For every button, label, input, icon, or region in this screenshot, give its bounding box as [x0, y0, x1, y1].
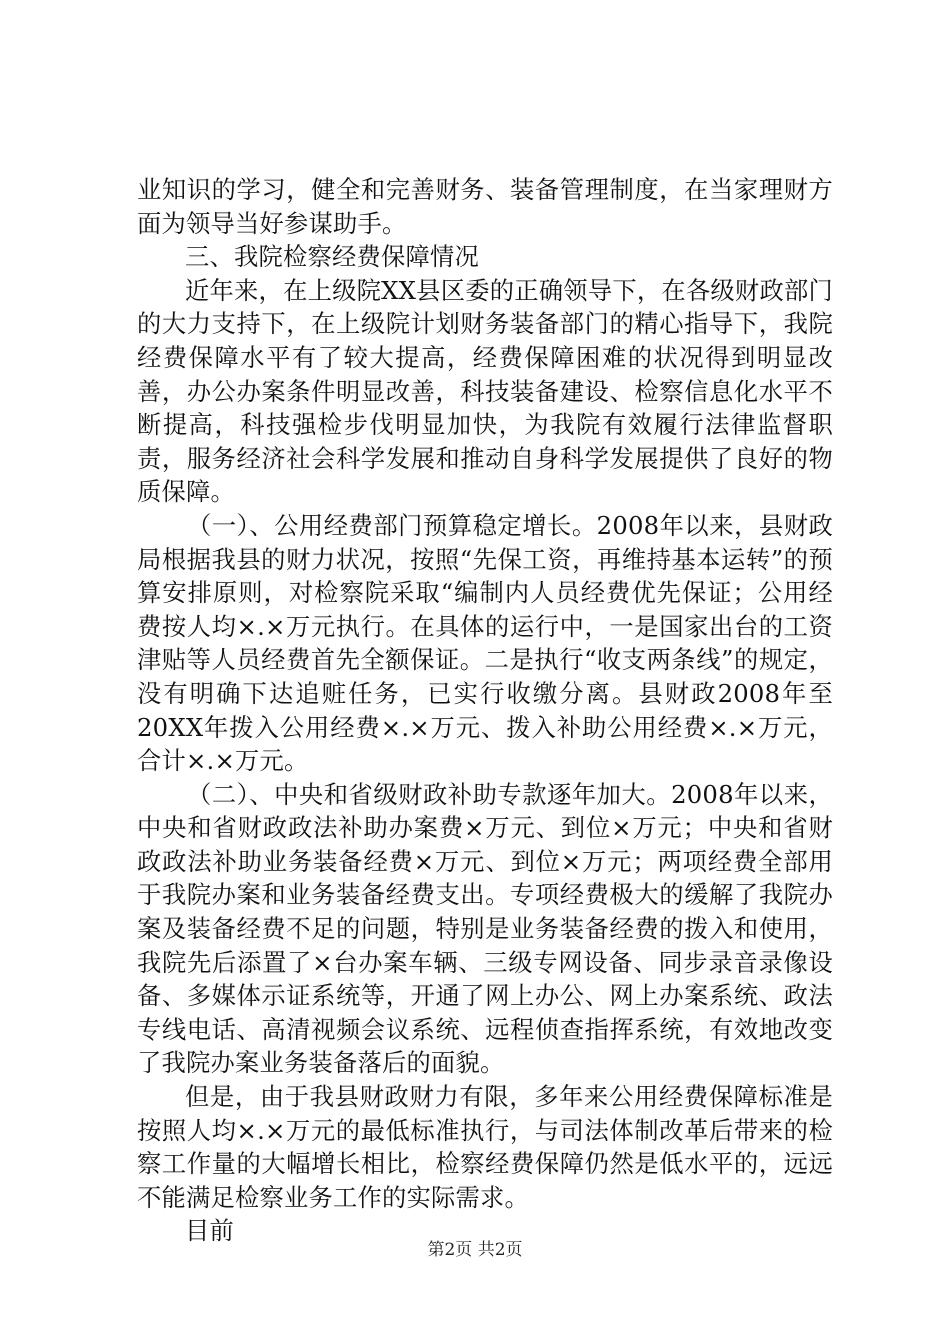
paragraph-continuation: 业知识的学习，健全和完善财务、装备管理制度，在当家理财方面为领导当好参谋助手。 [137, 175, 833, 238]
paragraph-however: 但是，由于我县财政财力有限，多年来公用经费保障标准是按照人均×.×万元的最低标准执行，与司法体制改革后带来的检察工作量的大幅增长相比，检察经费保障仍然是低水平的，远远不能满足检察业务工作的实际需求。 [137, 1082, 833, 1212]
section-heading: 三、我院检察经费保障情况 [185, 242, 479, 272]
page-footer [0, 1240, 950, 1260]
paragraph-intro: 近年来，在上级院XX县区委的正确领导下，在各级财政部门的大力支持下，在上级院计划财务装备部门的精心指导下，我院经费保障水平有了较大提高，经费保障困难的状况得到明显改善，办公办案条件明显改善，科技装备建设、检察信息化水平不断提高，科技强检步伐明显加快，为我院有效履行法律监督职责，服务经济社会科学发展和推动自身科学发展提供了良好的物质保障。 [137, 275, 833, 507]
paragraph-item-one: （一）、公用经费部门预算稳定增长。2008年以来，县财政局根据我县的财力状况，按照“先保工资，再维持基本运转”的预算安排原则，对检察院采取“编制内人员经费优先保证；公用经费按人均×.×万元执行。在具体的运行中，一是国家出台的工资津贴等人员经费首先全额保证。二是执行“收支两条线”的规定，没有明确下达追赃任务，已实行收缴分离。县财政2008年至20XX年拨入公用经费×.×万元、拨入补助公用经费×.×万元，合计×.×万元。 [137, 510, 833, 776]
page-number: 第2页 共2页 [427, 1240, 523, 1260]
paragraph-current: 目前 [185, 1216, 234, 1246]
document-body [137, 173, 833, 1248]
paragraph-item-two: （二）、中央和省级财政补助专款逐年加大。2008年以来，中央和省财政政法补助办案费×万元、到位×万元；中央和省财政政法补助业务装备经费×万元、到位×万元；两项经费全部用于我院办案和业务装备经费支出。专项经费极大的缓解了我院办案及装备经费不足的问题，特别是业务装备经费的拨入和使用，我院先后添置了×台办案车辆、三级专网设备、同步录音录像设备、多媒体示证系统等，开通了网上办公、网上办案系统、政法专线电话、高清视频会议系统、远程侦查指挥系统，有效地改变了我院办案业务装备落后的面貌。 [137, 779, 833, 1078]
